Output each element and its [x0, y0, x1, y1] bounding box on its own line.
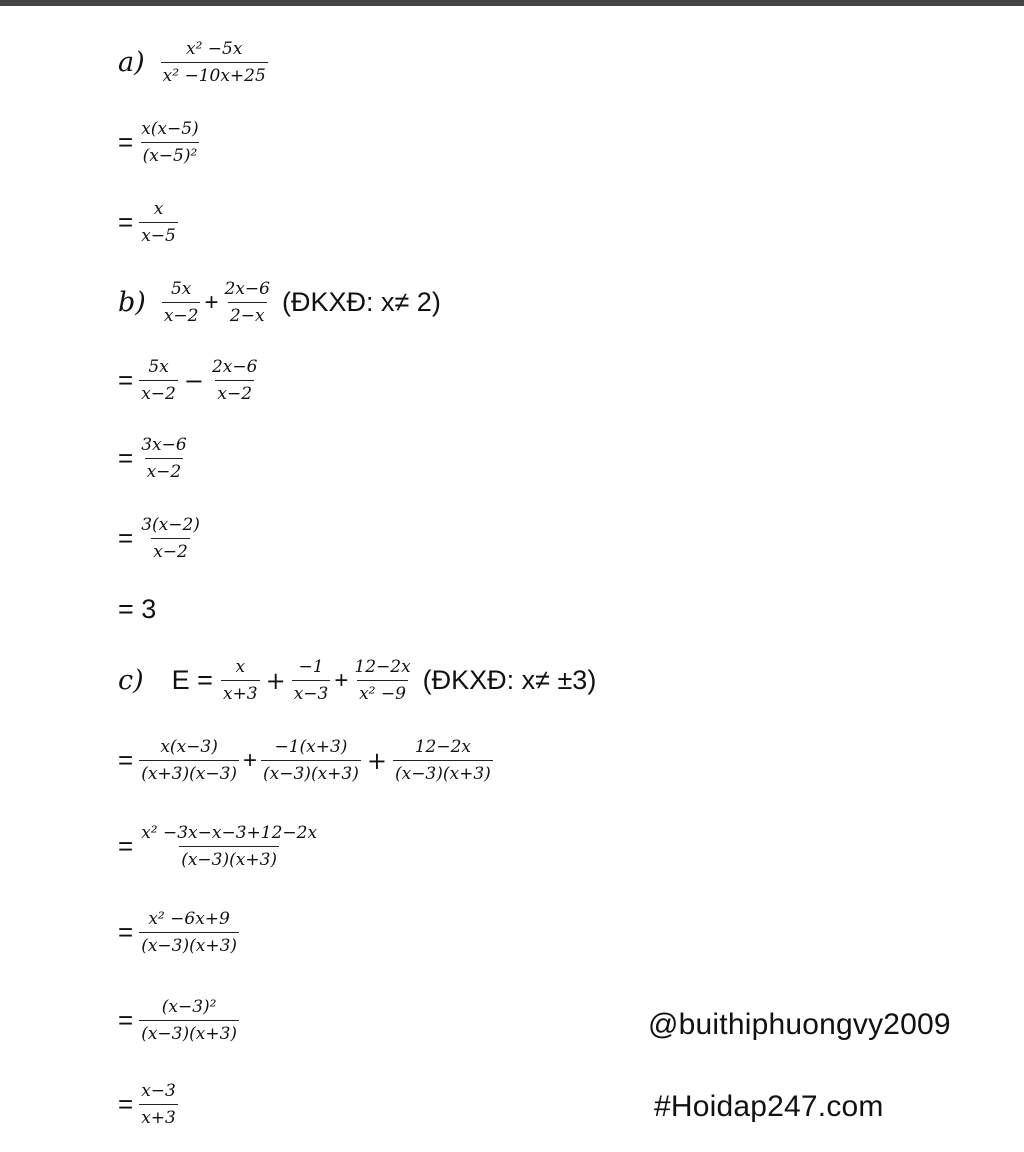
denominator: x−2 [139, 380, 178, 405]
fraction [139, 198, 178, 247]
numerator: x² −3x−x−3+12−2x [141, 823, 318, 843]
denominator: x+3 [139, 1104, 178, 1129]
part-a-line-3 [118, 198, 180, 247]
part-a-label: a) [118, 47, 145, 78]
part-b-label: b) [118, 287, 146, 318]
numerator: 5x [148, 357, 169, 377]
part-c-line-5 [118, 996, 241, 1045]
denominator: 2−x [228, 302, 267, 327]
fraction [210, 356, 259, 405]
part-b-line-2 [118, 356, 261, 405]
numerator: x [235, 657, 246, 677]
fraction [139, 996, 239, 1045]
fraction [139, 356, 178, 405]
denominator: x−2 [145, 458, 184, 483]
equals-sign: = [118, 745, 134, 775]
fraction [161, 38, 268, 87]
denominator: (x−3)(x+3) [393, 760, 493, 785]
fraction [139, 1080, 178, 1129]
denominator: x² −10x+25 [161, 62, 268, 87]
watermark-username: @buithiphuongvy2009 [648, 1008, 951, 1041]
condition-text: (ĐKXĐ: x≠ ±3) [422, 665, 597, 695]
part-b-line-5 [118, 594, 156, 625]
numerator: 3x−6 [141, 435, 187, 455]
fraction [352, 656, 412, 705]
numerator: 2x−6 [211, 357, 258, 377]
denominator: (x−3)(x+3) [261, 760, 361, 785]
equals-sign: = [118, 207, 134, 237]
condition-text: (ĐKXĐ: x≠ 2) [281, 287, 441, 317]
part-c-label: c) [118, 665, 144, 696]
fraction [139, 822, 319, 871]
numerator: x(x−5) [141, 119, 199, 139]
denominator: x−2 [162, 302, 201, 327]
equals-sign: = [118, 1005, 134, 1035]
equals-sign: = [118, 1089, 134, 1119]
numerator: x [153, 199, 164, 219]
denominator: x−2 [215, 380, 254, 405]
part-b-line-1 [118, 278, 441, 327]
numerator: 3(x−2) [141, 515, 200, 535]
part-c-line-1 [118, 656, 596, 705]
fraction [139, 736, 239, 785]
part-a-line-2 [118, 118, 203, 167]
fraction [139, 514, 202, 563]
part-c-line-4 [118, 908, 241, 957]
fraction [139, 118, 201, 167]
denominator: x−3 [292, 680, 331, 705]
part-a-line-1 [118, 38, 270, 87]
expression-name: E = [171, 665, 213, 695]
fraction [139, 908, 239, 957]
top-border [0, 0, 1024, 6]
result-text: = 3 [118, 594, 157, 624]
fraction [223, 278, 272, 327]
fraction [139, 434, 188, 483]
fraction [292, 656, 331, 705]
plus-sign: + [243, 746, 258, 774]
equals-sign: = [118, 523, 134, 553]
numerator: (x−3)² [161, 997, 217, 1017]
denominator: (x−3)(x+3) [139, 932, 239, 957]
fraction [162, 278, 201, 327]
denominator: x−5 [139, 222, 178, 247]
equals-sign: = [118, 127, 134, 157]
denominator: x+3 [221, 680, 260, 705]
numerator: 12−2x [414, 737, 472, 757]
fraction [221, 656, 260, 705]
numerator: −1 [298, 657, 324, 677]
denominator: x−2 [151, 538, 190, 563]
watermark-site: #Hoidap247.com [654, 1090, 884, 1123]
part-c-line-6 [118, 1080, 180, 1129]
denominator: (x−5)² [141, 142, 200, 167]
numerator: x² −5x [185, 39, 243, 59]
minus-sign: − [183, 366, 204, 395]
equals-sign: = [118, 917, 134, 947]
plus-sign: + [265, 666, 286, 695]
numerator: −1(x+3) [274, 737, 348, 757]
numerator: 5x [170, 279, 192, 299]
numerator: 12−2x [354, 657, 411, 677]
plus-sign: + [334, 666, 349, 694]
denominator: (x+3)(x−3) [139, 760, 239, 785]
part-c-line-3 [118, 822, 321, 871]
denominator: (x−3)(x+3) [139, 1020, 239, 1045]
part-b-line-3 [118, 434, 191, 483]
denominator: (x−3)(x+3) [179, 846, 279, 871]
numerator: x−3 [141, 1081, 176, 1101]
plus-sign: + [204, 288, 219, 316]
equals-sign: = [118, 443, 134, 473]
fraction [393, 736, 493, 785]
numerator: x² −6x+9 [148, 909, 230, 929]
fraction [261, 736, 361, 785]
equals-sign: = [118, 365, 134, 395]
plus-sign: + [366, 746, 387, 775]
numerator: 2x−6 [224, 279, 270, 299]
denominator: x² −9 [357, 680, 408, 705]
equals-sign: = [118, 831, 134, 861]
numerator: x(x−3) [160, 737, 218, 757]
part-b-line-4 [118, 514, 204, 563]
part-c-line-2 [118, 736, 495, 785]
